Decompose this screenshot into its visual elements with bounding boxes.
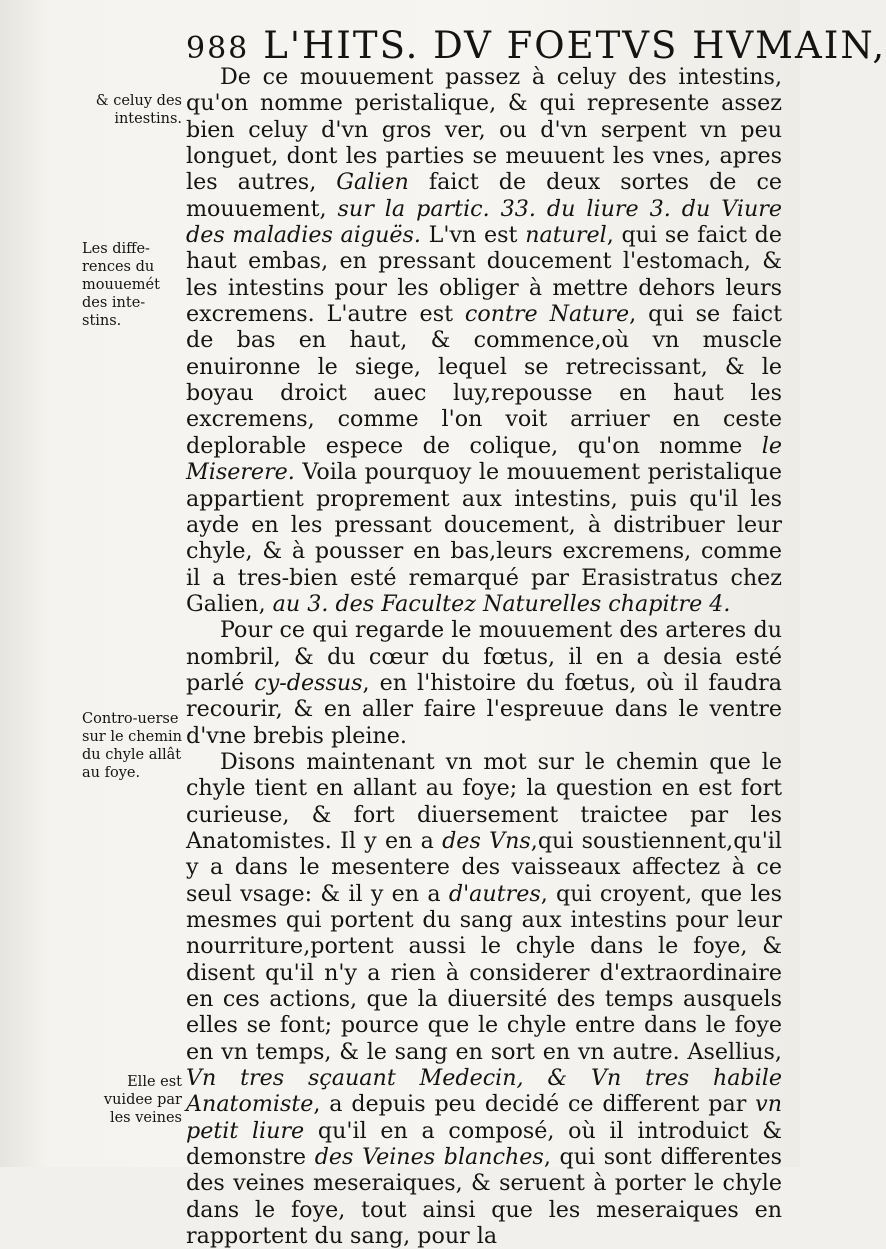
italic-run: Vn tres sçauant Medecin, & Vn tres habile Anatomiste	[186, 1065, 782, 1118]
text-run: , qui sont differentes des veines meseraiques, & seruent à porter le chyle dans le foye, tout ainsi que les meseraiques en rapportent du sang, pour la	[186, 1144, 782, 1249]
text-run: ,qui soustiennent,qu'il y a dans le mesentere des vaisseaux affectez à ce seul vsage: & il y en a	[186, 827, 782, 907]
italic-run: le Miserere.	[186, 432, 782, 486]
running-title: L'HITS. DV FOETVS HVMAIN,	[263, 24, 886, 67]
page-number: 988	[186, 31, 250, 66]
italic-run: Galien	[336, 169, 409, 196]
body-text	[186, 64, 782, 1249]
text-run: Disons maintenant vn mot sur le chemin que le chyle tient en allant au foye; la question en est fort curieuse, & fort diuersement traictee par les Anatomistes. Il y en a	[186, 748, 782, 854]
text-run: L'vn est	[420, 222, 526, 249]
margin-note-veines: Elle est vuidee par les veines	[103, 1074, 182, 1126]
text-run: Pour ce qui regarde le mouuement des arteres du nombril, & du cœur du fœtus, il en a desia esté parlé	[186, 617, 782, 696]
margin-note-controverse: Contro-uerse sur le chemin du chyle allât au foye.	[82, 711, 182, 781]
italic-run: contre Nature	[464, 301, 630, 328]
text-run: , a depuis peu decidé ce different par	[313, 1091, 756, 1118]
italic-run: des Veines blanches	[314, 1144, 544, 1171]
italic-run: vn petit liure	[186, 1091, 782, 1144]
margin-note-intestins: & celuy des intestins.	[95, 93, 182, 127]
running-header	[186, 22, 886, 70]
paragraph	[186, 64, 782, 617]
italic-run: des Vns	[442, 827, 531, 854]
text-run: De ce mouuement passez à celuy des intestins, qu'on nomme peristalique, & qui represente assez bien celuy d'vn gros ver, ou d'vn serpent vn peu longuet, dont les parties se meuuent les vnes, apres les autres,	[186, 64, 782, 196]
text-run: faict de deux sortes de ce mouuement,	[186, 169, 782, 222]
italic-run: naturel	[525, 222, 607, 249]
paragraph	[186, 617, 782, 749]
text-run: , qui se faict de haut embas, en pressant doucement l'estomach, & les intestins pour les obliger à mettre dehors leurs excremens. L'autre est	[186, 222, 782, 328]
margin-note-differences: Les diffe-rences du mouuemét des inte-stins.	[82, 241, 160, 329]
italic-run: sur la partic. 33. du liure 3. du Viure des maladies aiguës.	[186, 195, 782, 249]
text-run: , en l'histoire du fœtus, où il faudra recourir, & en aller faire l'espreuue dans le ventre d'vne brebis pleine.	[186, 669, 783, 749]
italic-run: d'autres	[448, 880, 541, 907]
italic-run: cy-dessus	[254, 669, 363, 696]
text-run: qu'il en a composé, où il introduict & demonstre	[186, 1117, 782, 1171]
italic-run: au 3. des Facultez Naturelles chapitre 4.	[272, 590, 731, 617]
text-run: Voila pourquoy le mouuement peristalique appartient proprement aux intestins, puis qu'il les ayde en les pressant doucement, à distribuer leur chyle, & à pousser en bas,leurs excremens, comme il a tres-bien esté remarqué par Erasistratus chez Galien,	[186, 459, 782, 617]
text-run: , qui se faict de bas en haut, & commence,où vn muscle enuironne le siege, lequel se retrecissant, & le boyau droict auec luy,repousse en haut les excremens, comme l'on voit arriuer en ceste deplorable espece de colique, qu'on nomme	[186, 301, 782, 459]
paragraph	[186, 749, 782, 1249]
text-run: , qui croyent, que les mesmes qui portent du sang aux intestins pour leur nourriture,portent aussi le chyle dans le foye, & disent qu'il n'y a rien à considerer d'extraordinaire en ces actions, que la diuersité des temps ausquels elles se font; pource que le chyle entre dans le foye en vn temps, & le sang en sort en vn autre. Asellius,	[186, 880, 783, 1065]
